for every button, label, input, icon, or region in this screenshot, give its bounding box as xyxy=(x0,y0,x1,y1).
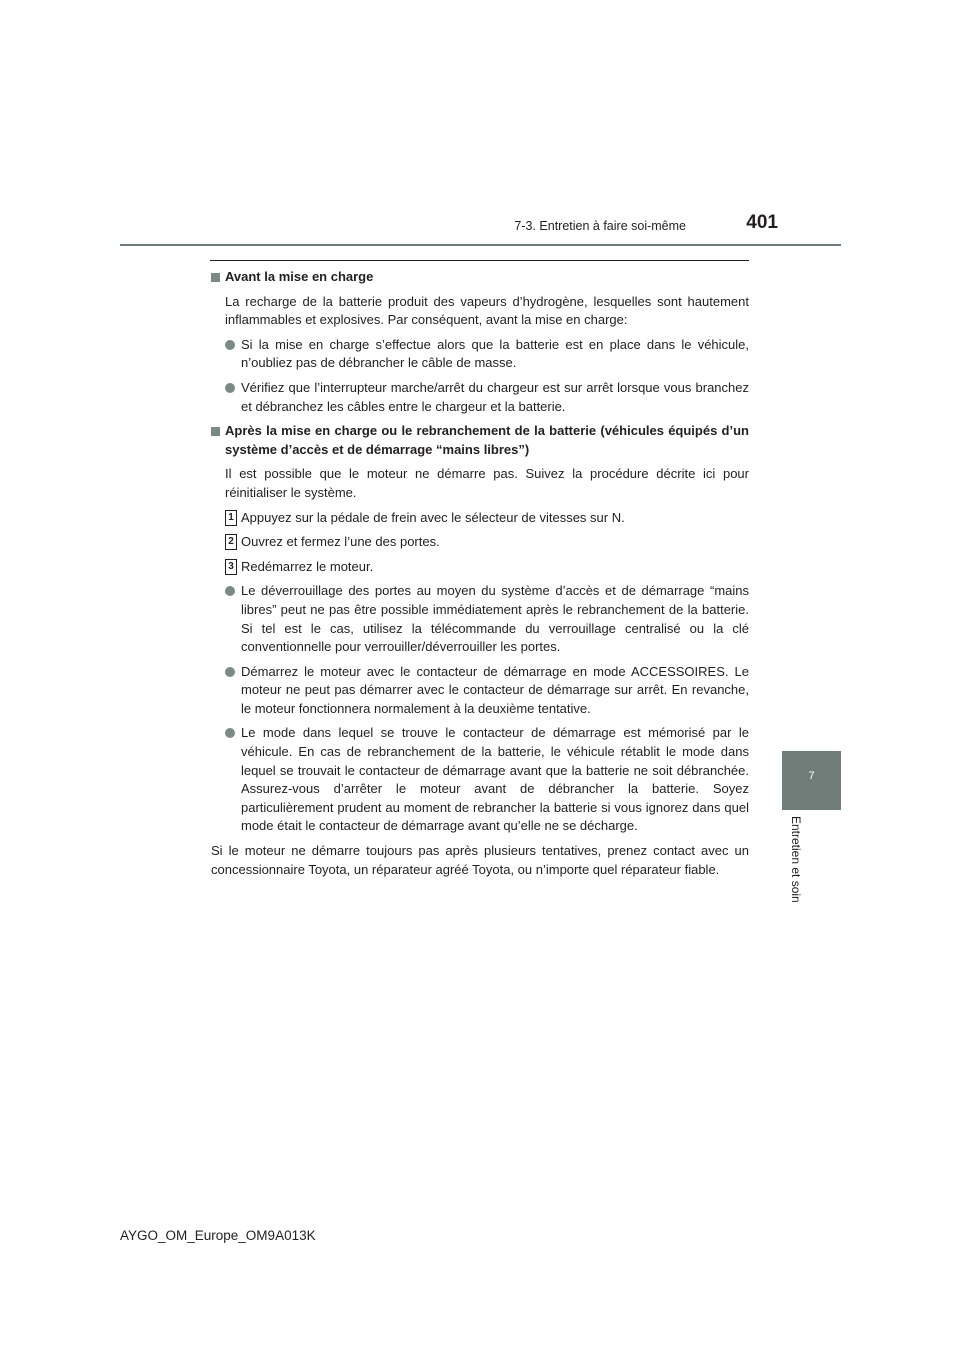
bullet-text: Démarrez le moteur avec le contacteur de démarrage en mode ACCESSOIRES. Le moteur ne peut pas démarrer avec le contacteur de démarrage sur arrêt. En revanche, le moteur fonctionnera normalement à la deuxième tentative. xyxy=(241,663,749,716)
main-content xyxy=(211,268,749,879)
header-section-title: 7-3. Entretien à faire soi-même xyxy=(514,219,686,233)
round-bullet-icon xyxy=(225,340,235,350)
step-item xyxy=(211,533,749,552)
round-bullet-icon xyxy=(225,586,235,596)
round-bullet-icon xyxy=(225,667,235,677)
chapter-tab-number: 7 xyxy=(808,770,815,782)
footer-document-code: AYGO_OM_Europe_OM9A013K xyxy=(120,1228,316,1243)
section-intro: La recharge de la batterie produit des vapeurs d’hydrogène, lesquelles sont hautement inflammables et explosives. Par conséquent, avant la mise en charge: xyxy=(225,293,749,328)
section-heading xyxy=(211,422,749,459)
bullet-text: Si la mise en charge s’effectue alors que la batterie est en place dans le véhicule, n’oubliez pas de débrancher le câble de masse. xyxy=(241,336,749,371)
bullet-item xyxy=(211,582,749,656)
step-item xyxy=(211,509,749,528)
step-number-badge: 1 xyxy=(225,510,237,526)
bullet-item xyxy=(211,336,749,373)
closing-paragraph: Si le moteur ne démarre toujours pas après plusieurs tentatives, prenez contact avec un concessionnaire Toyota, un réparateur agréé Toyota, ou n’importe quel réparateur fiable. xyxy=(211,843,749,877)
content-top-divider xyxy=(210,260,749,261)
bullet-text: Vérifiez que l’interrupteur marche/arrêt du chargeur est sur arrêt lorsque vous branchez et débranchez les câbles entre le chargeur et la batterie. xyxy=(241,379,749,414)
chapter-label-container xyxy=(782,812,810,908)
chapter-tab[interactable] xyxy=(782,751,841,810)
page-number: 401 xyxy=(746,212,778,233)
round-bullet-icon xyxy=(225,383,235,393)
step-number-badge: 3 xyxy=(225,559,237,575)
step-number-badge: 2 xyxy=(225,534,237,550)
step-text: Ouvrez et fermez l’une des portes. xyxy=(241,534,440,550)
section-heading xyxy=(211,268,749,287)
header-divider xyxy=(120,244,841,246)
square-bullet-icon xyxy=(211,273,220,282)
step-item xyxy=(211,558,749,577)
section-intro: Il est possible que le moteur ne démarre pas. Suivez la procédure décrite ici pour réinitialiser le système. xyxy=(225,466,749,500)
bullet-text: Le déverrouillage des portes au moyen du système d’accès et de démarrage “mains libres” peut ne pas être possible immédiatement après le rebranchement de la batterie. Si tel est le cas, utilisez la télécommande du verrouillage centralisé ou la clé conventionnelle pour verrouiller/déverrouiller les portes. xyxy=(241,583,749,655)
section-heading-text: Après la mise en charge ou le rebranchement de la batterie (véhicules équipés d’un système d’accès et de démarrage “mains libres”) xyxy=(225,423,749,457)
chapter-label: Entretien et soin xyxy=(789,816,803,903)
bullet-item xyxy=(211,724,749,836)
section-heading-text: Avant la mise en charge xyxy=(225,269,374,284)
bullet-text: Le mode dans lequel se trouve le contacteur de démarrage est mémorisé par le véhicule. En cas de rebranchement de la batterie, le véhicule rétablit le mode dans lequel se trouvait le contacteur de démarrage avant que la batterie ne soit débranchée. Assurez-vous d’arrêter le moteur avant de débrancher la batterie. Soyez particulièrement prudent au moment de rebrancher la batterie si vous ignorez dans quel mode était le contacteur de démarrage avant qu’elle ne se décharge. xyxy=(241,725,749,834)
square-bullet-icon xyxy=(211,427,220,436)
step-text: Redémarrez le moteur. xyxy=(241,558,374,574)
step-text: Appuyez sur la pédale de frein avec le sélecteur de vitesses sur N. xyxy=(241,509,625,525)
bullet-item xyxy=(211,379,749,416)
bullet-item xyxy=(211,663,749,719)
round-bullet-icon xyxy=(225,728,235,738)
